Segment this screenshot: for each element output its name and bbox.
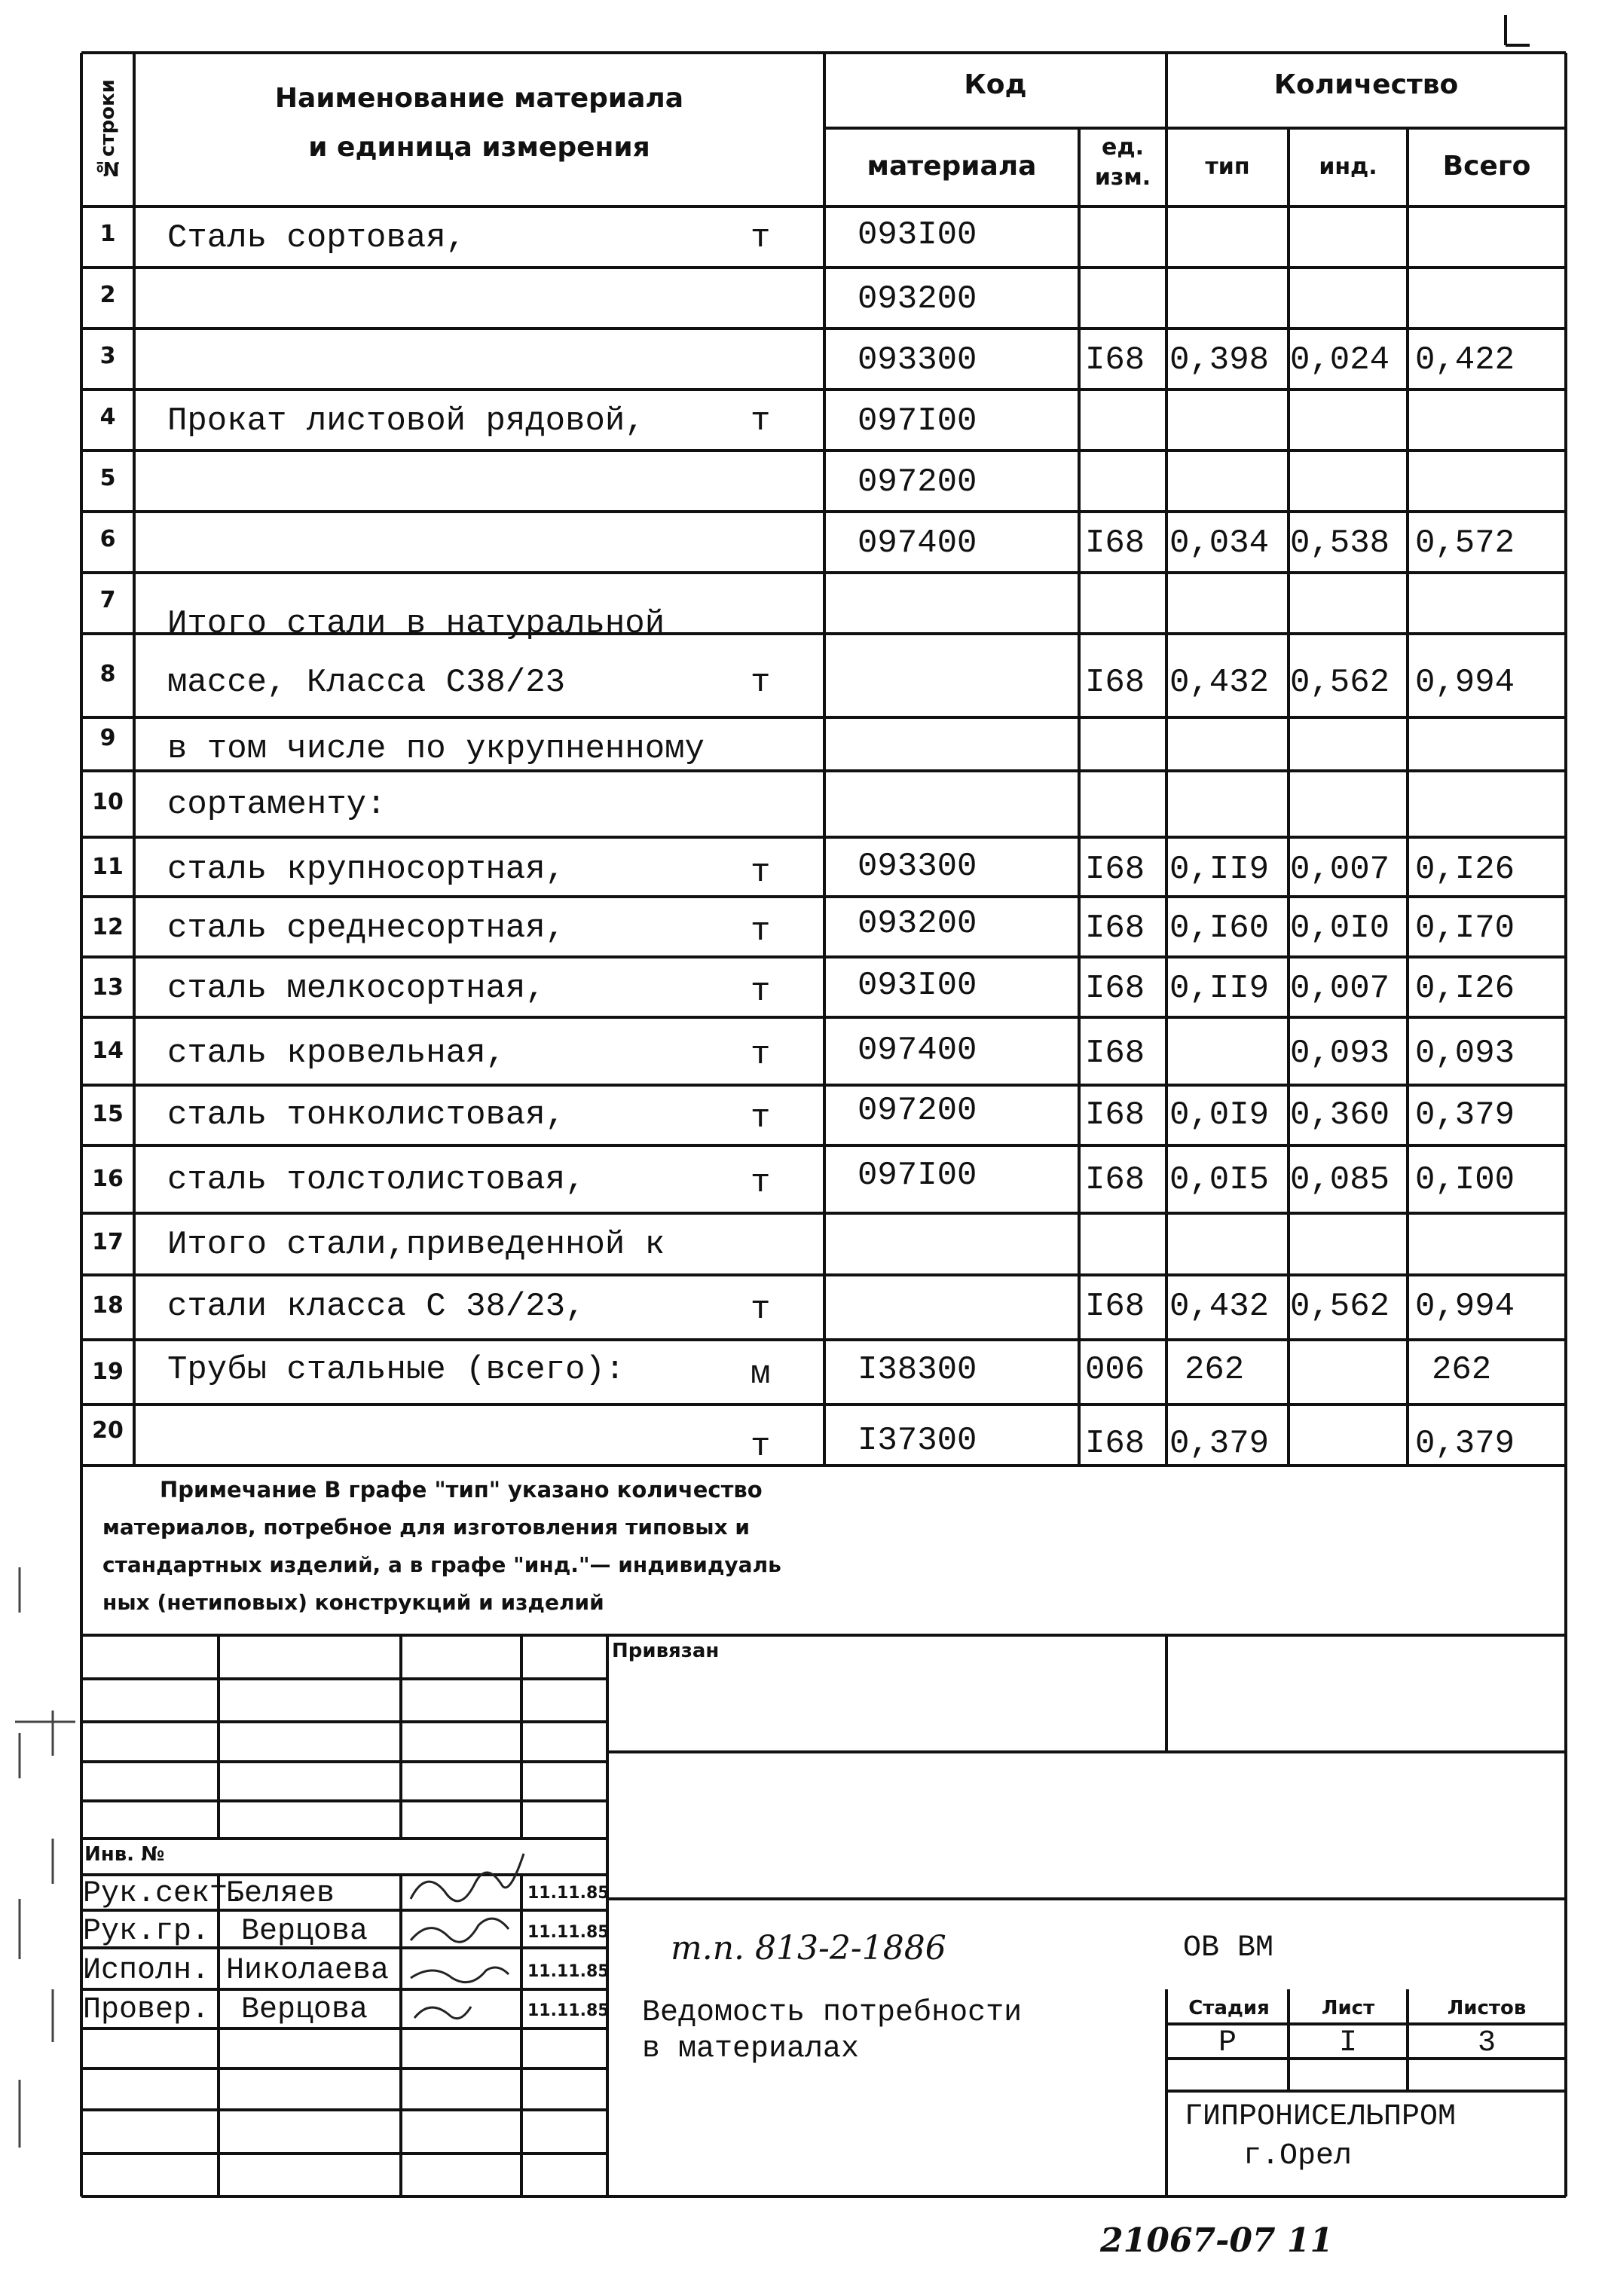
row-code: 093I00 <box>858 967 977 1004</box>
stage-label: Стадия <box>1188 1997 1270 2019</box>
row-measure: т <box>751 219 771 257</box>
header-tip: тип <box>1205 154 1250 180</box>
role-label: Исполн. <box>83 1954 210 1988</box>
sign-date: 11.11.85 <box>527 1884 610 1903</box>
row-name: сталь кровельная, <box>167 1035 506 1072</box>
row-unit: I68 <box>1085 970 1145 1007</box>
row-ind: 0,562 <box>1290 1288 1390 1325</box>
role-label: Рук.сект. <box>83 1877 246 1911</box>
row-code: 097400 <box>858 1032 977 1069</box>
row-name: Трубы стальные (всего): <box>167 1351 625 1389</box>
row-number: 16 <box>92 1166 124 1192</box>
row-number: 15 <box>92 1101 124 1127</box>
row-name: стали класса С 38/23, <box>167 1288 585 1325</box>
row-number: 3 <box>99 343 116 369</box>
row-unit: I68 <box>1085 1288 1145 1325</box>
row-code: 093200 <box>858 280 977 318</box>
row-ind: 0,093 <box>1290 1035 1390 1072</box>
row-tip: 0,II9 <box>1169 851 1270 888</box>
row-code: 097200 <box>858 1092 977 1130</box>
row-unit: I68 <box>1085 341 1145 379</box>
header-quantity: Количество <box>1273 69 1459 100</box>
row-measure: т <box>751 1164 771 1202</box>
role-label: Провер. <box>83 1993 210 2027</box>
row-total: 0,422 <box>1415 341 1515 379</box>
row-total: 0,I70 <box>1415 910 1515 947</box>
row-total: 0,994 <box>1415 1288 1515 1325</box>
privyazan-label: Привязан <box>612 1640 720 1662</box>
row-ind: 0,538 <box>1290 524 1390 562</box>
note-line: ных (нетиповых) конструкций и изделий <box>102 1590 604 1615</box>
sheet-label: Лист <box>1321 1997 1375 2019</box>
row-number: 19 <box>92 1359 124 1385</box>
project-code: т.п. 813-2-1886 <box>671 1929 946 1967</box>
row-total: 0,572 <box>1415 524 1515 562</box>
archive-number: 21067-07 11 <box>1100 2221 1334 2260</box>
sign-date: 11.11.85 <box>527 1923 610 1942</box>
row-tip: 0,432 <box>1169 1288 1270 1325</box>
row-total: 0,994 <box>1415 664 1515 702</box>
sign-date: 11.11.85 <box>527 2001 610 2020</box>
header-total: Всего <box>1442 151 1531 182</box>
row-code: 097400 <box>858 524 977 562</box>
role-label: Рук.гр. <box>83 1915 210 1949</box>
sheet-value: I <box>1338 2026 1357 2060</box>
row-name: сталь крупносортная, <box>167 851 566 888</box>
row-name: сталь мелкосортная, <box>167 970 546 1007</box>
person-name: Верцова <box>241 1915 368 1949</box>
row-code: 093300 <box>858 341 977 379</box>
organization-city: г.Орел <box>1243 2139 1353 2173</box>
document-title-line1: Ведомость потребности <box>642 1996 1023 2030</box>
row-code: 097I00 <box>858 1157 977 1194</box>
inventory-number-label: Инв. № <box>84 1843 165 1866</box>
row-name: сталь среднесортная, <box>167 910 566 947</box>
row-total: 262 <box>1432 1351 1492 1389</box>
row-code: 093200 <box>858 905 977 943</box>
sign-date: 11.11.85 <box>527 1962 610 1981</box>
organization-name: ГИПРОНИСЕЛЬПРОМ <box>1185 2100 1457 2134</box>
person-name: Николаева <box>226 1954 390 1988</box>
row-unit: I68 <box>1085 524 1145 562</box>
row-number: 4 <box>99 404 116 430</box>
header-name-line1: Наименование материала <box>274 83 684 114</box>
row-unit: I68 <box>1085 1096 1145 1134</box>
row-number: 5 <box>99 465 116 491</box>
row-tip: 0,0I5 <box>1169 1161 1270 1199</box>
row-code: I38300 <box>858 1351 977 1389</box>
row-tip: 0,II9 <box>1169 970 1270 1007</box>
header-code: Код <box>964 69 1027 100</box>
row-name: в том числе по укрупненному <box>167 730 705 768</box>
row-name: сортаменту: <box>167 786 387 824</box>
row-name: сталь толстолистовая, <box>167 1161 585 1199</box>
row-name: сталь тонколистовая, <box>167 1096 566 1134</box>
row-total: 0,379 <box>1415 1096 1515 1134</box>
header-material: материала <box>867 151 1037 182</box>
row-code: 097200 <box>858 463 977 501</box>
header-row-number: №строки <box>96 79 119 180</box>
row-tip: 0,398 <box>1169 341 1270 379</box>
row-number: 20 <box>92 1417 124 1444</box>
row-unit: I68 <box>1085 910 1145 947</box>
row-name: Итого стали,приведенной к <box>167 1226 665 1264</box>
row-code: I37300 <box>858 1422 977 1460</box>
row-total: 0,I26 <box>1415 970 1515 1007</box>
row-unit: I68 <box>1085 1035 1145 1072</box>
row-measure: т <box>751 913 771 950</box>
row-number: 8 <box>99 661 116 687</box>
row-ind: 0,085 <box>1290 1161 1390 1199</box>
row-number: 2 <box>99 282 116 308</box>
row-number: 13 <box>92 974 124 1001</box>
note-line: стандартных изделий, а в графе "инд."— индивидуаль <box>102 1552 781 1577</box>
sheets-label: Листов <box>1447 1997 1527 2019</box>
row-total: 0,379 <box>1415 1425 1515 1463</box>
row-ind: 0,562 <box>1290 664 1390 702</box>
row-ind: 0,007 <box>1290 970 1390 1007</box>
row-measure: т <box>751 664 771 702</box>
row-number: 18 <box>92 1292 124 1319</box>
person-name: Верцова <box>241 1993 368 2027</box>
row-measure: т <box>751 973 771 1010</box>
row-code: 093300 <box>858 848 977 885</box>
row-measure: т <box>751 1428 771 1466</box>
row-unit: 006 <box>1085 1351 1145 1389</box>
row-ind: 0,007 <box>1290 851 1390 888</box>
row-number: 9 <box>99 725 116 751</box>
row-measure: т <box>751 1036 771 1074</box>
row-unit: I68 <box>1085 1161 1145 1199</box>
row-measure: т <box>751 402 771 440</box>
row-unit: I68 <box>1085 1425 1145 1463</box>
row-ind: 0,0I0 <box>1290 910 1390 947</box>
row-number: 6 <box>99 526 116 552</box>
header-name-line2: и единица измерения <box>308 132 650 163</box>
header-ind: инд. <box>1319 154 1377 180</box>
header-unit-line2: изм. <box>1094 164 1151 191</box>
note-line: Примечание В графе "тип" указано количество <box>160 1477 763 1503</box>
row-tip: 262 <box>1185 1351 1245 1389</box>
row-measure: м <box>751 1356 771 1393</box>
row-tip: 0,I60 <box>1169 910 1270 947</box>
row-total: 0,I26 <box>1415 851 1515 888</box>
header-unit-line1: ед. <box>1102 134 1144 161</box>
row-tip: 0,379 <box>1169 1425 1270 1463</box>
document-mark: ОВ ВМ <box>1183 1931 1274 1965</box>
row-number: 14 <box>92 1038 124 1064</box>
row-unit: I68 <box>1085 664 1145 702</box>
row-name: Прокат листовой рядовой, <box>167 402 645 440</box>
row-number: 10 <box>92 789 124 815</box>
row-code: 093I00 <box>858 216 977 254</box>
row-measure: т <box>751 854 771 891</box>
row-total: 0,093 <box>1415 1035 1515 1072</box>
row-name: Итого стали в натуральной <box>167 605 665 643</box>
row-number: 17 <box>92 1229 124 1255</box>
row-number: 12 <box>92 914 124 940</box>
sheets-value: 3 <box>1477 2026 1496 2060</box>
row-tip: 0,0I9 <box>1169 1096 1270 1134</box>
row-number: 7 <box>99 587 116 613</box>
signatures <box>411 1854 524 2019</box>
row-name: Сталь сортовая, <box>167 219 466 257</box>
row-ind: 0,360 <box>1290 1096 1390 1134</box>
row-code: 097I00 <box>858 402 977 440</box>
row-tip: 0,432 <box>1169 664 1270 702</box>
row-unit: I68 <box>1085 851 1145 888</box>
row-name: массе, Класса С38/23 <box>167 664 566 702</box>
document-title-line2: в материалах <box>642 2032 860 2066</box>
row-total: 0,I00 <box>1415 1161 1515 1199</box>
note-line: материалов, потребное для изготовления типовых и <box>102 1515 750 1539</box>
row-ind: 0,024 <box>1290 341 1390 379</box>
stage-value: Р <box>1218 2026 1237 2060</box>
row-measure: т <box>751 1099 771 1137</box>
row-tip: 0,034 <box>1169 524 1270 562</box>
row-number: 1 <box>99 221 116 247</box>
person-name: Беляев <box>226 1877 335 1911</box>
row-measure: т <box>751 1291 771 1328</box>
row-number: 11 <box>92 854 124 880</box>
